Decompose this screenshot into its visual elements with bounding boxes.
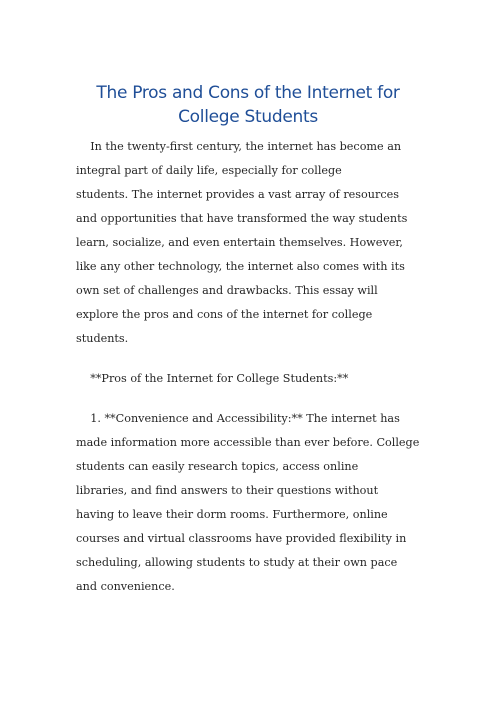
- point1-line: courses and virtual classrooms have provided flexibility in: [76, 532, 407, 545]
- intro-line: explore the pros and cons of the internet for college: [76, 308, 373, 321]
- intro-line: students. The internet provides a vast array of resources: [76, 188, 399, 201]
- point1-line: having to leave their dorm rooms. Furthermore, online: [76, 508, 388, 521]
- title-line: The Pros and Cons of the Internet for: [96, 83, 400, 103]
- point1-line: made information more accessible than ever before. College: [76, 436, 420, 449]
- intro-line: and opportunities that have transformed the way students: [76, 212, 408, 225]
- intro-line: own set of challenges and drawbacks. This essay will: [76, 284, 378, 297]
- intro-line: students.: [76, 332, 129, 345]
- point1-line: scheduling, allowing students to study at their own pace: [76, 556, 398, 569]
- point1-line: libraries, and find answers to their questions without: [76, 484, 379, 497]
- point1-line: 1. **Convenience and Accessibility:** The internet has: [76, 412, 400, 425]
- intro-line: integral part of daily life, especially for college: [76, 164, 342, 177]
- point1-line: and convenience.: [76, 580, 175, 593]
- intro-line: like any other technology, the internet also comes with its: [76, 260, 405, 273]
- intro-line: In the twenty-first century, the internet has become an: [76, 140, 402, 153]
- title-line: College Students: [178, 107, 318, 127]
- section-heading: **Pros of the Internet for College Students:**: [76, 372, 349, 385]
- intro-line: learn, socialize, and even entertain themselves. However,: [76, 236, 403, 249]
- point1-line: students can easily research topics, access online: [76, 460, 359, 473]
